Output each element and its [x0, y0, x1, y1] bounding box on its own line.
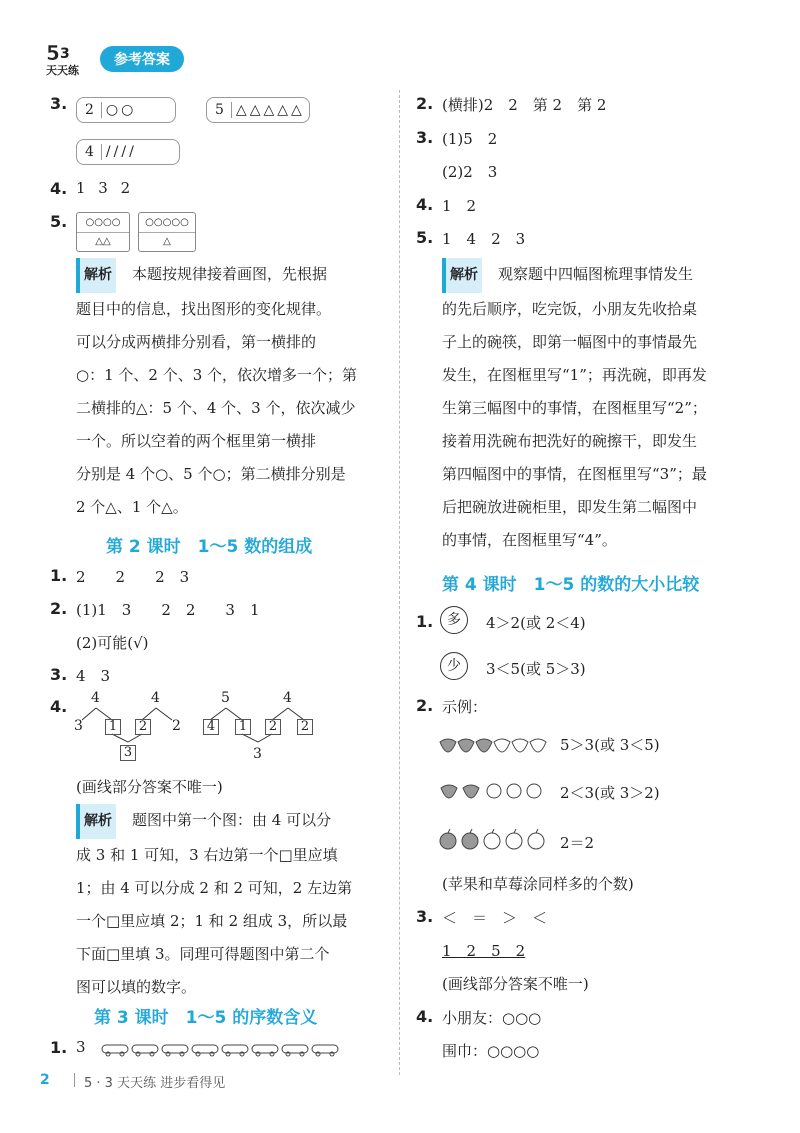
l4q2-row-2: 2＜3(或 3＞2) [560, 784, 660, 802]
apples-row-icon [438, 828, 550, 850]
circle-more: 多 [440, 606, 468, 634]
q3-pencil-2: 5 △△△△△ [206, 97, 310, 123]
l4q4-answer-b: 围巾：○○○○ [442, 1042, 540, 1060]
explain-tag: 解析 [442, 258, 482, 293]
l4q4-answer-a: 小朋友：○○○ [442, 1009, 542, 1027]
l2q1-number: 1. [50, 566, 68, 585]
l4q2-label: 示例： [442, 698, 488, 716]
l4q2-row-3: 2＝2 [560, 834, 595, 852]
explain-tag: 解析 [76, 258, 116, 293]
l4q2-number: 2. [416, 696, 434, 715]
l4q3-signs: ＜ ＝ ＞ ＜ [442, 909, 548, 927]
l4q4-number: 4. [416, 1007, 434, 1026]
strawberries-row-icon [438, 734, 550, 754]
q4-number: 4. [50, 179, 68, 198]
r-q3-answer-b: (2)2 3 [442, 163, 498, 181]
logo [44, 40, 100, 76]
footer-divider [74, 1073, 75, 1087]
l2q2-answer-a: (1)1 3 2 2 3 1 [76, 601, 260, 619]
l4q1-number: 1. [416, 612, 434, 631]
q3-number: 3. [50, 94, 68, 113]
l2q3-answer: 4 3 [76, 667, 111, 685]
q4-answer: 1 3 2 [76, 179, 131, 197]
l4q2-row-1: 5＞3(或 3＜5) [560, 736, 660, 754]
logo-icon [44, 40, 100, 76]
l2q4-number: 4. [50, 697, 68, 716]
header-tag [100, 46, 184, 72]
header-tag-text: 参考答案 [114, 52, 170, 68]
page-number: 2 [40, 1072, 50, 1088]
l4q1-answer-2: 3＜5(或 5＞3) [486, 660, 586, 678]
q3-pencil-1: 2 ○○ [76, 97, 176, 123]
l4q3-digits: 1 2 5 2 [442, 942, 526, 960]
q5-number: 5. [50, 212, 68, 231]
l4q2-note: (苹果和草莓涂同样多的个数) [442, 875, 634, 893]
l3q1-answer: 3 [76, 1038, 86, 1056]
l2q1-answer: 2 2 2 3 [76, 568, 190, 586]
l3q1-number: 1. [50, 1038, 68, 1057]
column-divider [399, 90, 400, 1075]
explain-3: 解析 观察题中四幅图梳理事情发生 的先后顺序，吃完饭，小朋友先收拾桌 子上的碗筷，即第一幅图中的事情最先 发生，在图框里写“1”；再洗碗，即再发 生第三幅图中的事情，在图框里写“2”； 接着用洗碗布把洗好的碗擦干，即发生 第四幅图中的事情，在图框里写“3”；最 后把碗放进碗柜里，即发生第二幅图中 的事情，在图框里写“4”。 [442, 258, 742, 557]
explain-1: 解析 本题按规律接着画图，先根据 题目中的信息，找出图形的变化规律。 可以分成两横排分别看，第一横排的 ○：1 个、2 个、3 个，依次增多一个；第 二横排的△：5 个、4 个、3 个，依次减少 一个。所以空着的两个框里第一横排 分别是 4 个○、5 个○；第二横排分别是 2 个△、1 个△。 [76, 258, 382, 524]
explain-tag: 解析 [76, 804, 116, 839]
lesson-3-title: 第 3 课时 1～5 的序数含义 [94, 1008, 318, 1028]
lesson-2-title: 第 2 课时 1～5 数的组成 [106, 537, 313, 557]
l4q1-answer-1: 4＞2(或 2＜4) [486, 614, 586, 632]
r-q2-answer: (横排)2 2 第 2 第 2 [442, 96, 607, 114]
svg-text:3: 3 [60, 46, 70, 62]
composition-tree-1: 4 4 3 1 2 2 3 [74, 690, 181, 760]
l2q2-answer-b: (2)可能(√) [76, 634, 149, 652]
svg-text:5: 5 [46, 41, 60, 65]
r-q3-answer-a: (1)5 2 [442, 130, 498, 148]
l2q3-number: 3. [50, 665, 68, 684]
r-q5-answer: 1 4 2 3 [442, 230, 526, 248]
q3-pencil-3: 4 //// [76, 139, 180, 165]
l2q2-number: 2. [50, 599, 68, 618]
l4q3-number: 3. [416, 907, 434, 926]
cars-row-icon [100, 1040, 344, 1058]
q5-box-2: ○○○○○ △ [138, 212, 196, 252]
q5-box-1: ○○○○ △△ [76, 212, 130, 252]
fruits-row-icon [438, 780, 550, 800]
r-q3-number: 3. [416, 128, 434, 147]
r-q2-number: 2. [416, 94, 434, 113]
circle-less: 少 [440, 652, 468, 680]
r-q4-answer: 1 2 [442, 197, 477, 215]
lesson-4-title: 第 4 课时 1～5 的数的大小比较 [442, 575, 700, 595]
svg-text:天天练: 天天练 [46, 64, 79, 76]
r-q4-number: 4. [416, 195, 434, 214]
l2-note: (画线部分答案不唯一) [76, 778, 223, 796]
composition-tree-2: 5 4 4 1 2 2 3 [196, 690, 326, 765]
footer-brand: 5 · 3 天天练 进步看得见 [84, 1076, 226, 1091]
r-q5-number: 5. [416, 228, 434, 247]
l4q3-note: (画线部分答案不唯一) [442, 975, 589, 993]
explain-2: 解析 题图中第一个图：由 4 可以分 成 3 和 1 可知，3 右边第一个□里应填 1；由 4 可以分成 2 和 2 可知，2 左边第 一个□里应填 2；1 和 2 组成 3，所以最 下面□里填 3。同理可得题图中第二个 图可以填的数字。 [76, 804, 382, 1004]
